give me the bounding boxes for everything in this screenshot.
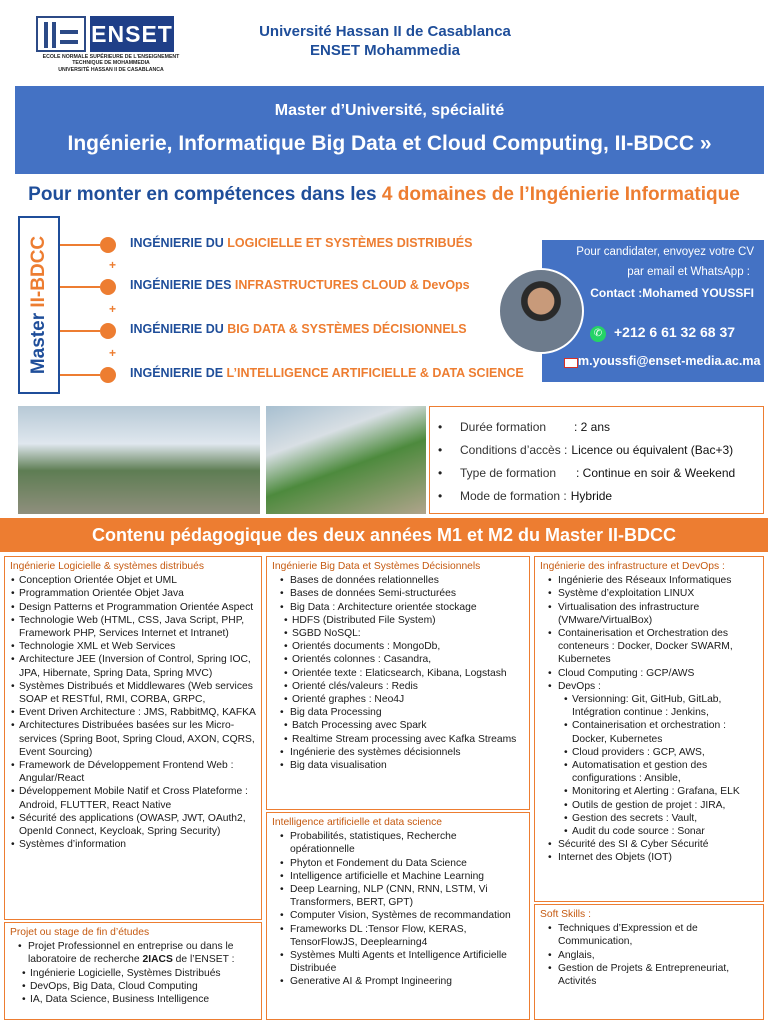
content-title: Contenu pédagogique des deux années M1 et M2 du Master II-BDCC: [0, 518, 768, 552]
list-item: • HDFS (Distributed File System): [272, 614, 524, 627]
bullet-dot-icon: [100, 279, 116, 295]
banner-subtitle: Master d’Université, spécialité: [274, 102, 505, 119]
software-engineering-box: [4, 556, 262, 920]
final-project-box: [4, 922, 262, 1020]
banner-title: Ingénierie, Informatique Big Data et Cloud Computing, II-BDCC »: [67, 132, 712, 155]
info-row: • Type de formation : Continue en soir & Weekend: [438, 465, 736, 480]
list-item: • Outils de gestion de projet : JIRA,: [540, 799, 758, 812]
list-item: • Design Patterns et Programmation Orientée Aspect: [10, 601, 256, 614]
domain-item: INGÉNIERIE DE L’INTELLIGENCE ARTIFICIELLE & DATA SCIENCE: [60, 364, 530, 386]
soft-skills-box: [534, 904, 764, 1020]
list-item: • Systèmes d’information: [10, 838, 256, 851]
list-item: • Phyton et Fondement du Data Science: [272, 857, 524, 870]
university-heading: [190, 22, 580, 60]
plus-sign: +: [109, 302, 117, 316]
big-data-box: [266, 556, 530, 810]
university-name: Université Hassan II de Casablanca: [259, 23, 511, 40]
list-item: • Big data visualisation: [272, 759, 524, 772]
list-item: • Bases de données Semi-structurées: [272, 587, 524, 600]
list-item: • Techniques d’Expression et de Communication,: [540, 922, 758, 948]
section-title: Ingénierie des infrastructure et DevOps :: [540, 561, 725, 572]
list-item: • Ingénierie Logicielle, Systèmes Distribués: [10, 967, 256, 980]
list-item: • Containerisation et Orchestration des conteneurs : Docker, Docker SWARM, Kubernetes: [540, 627, 758, 667]
tagline: Pour monter en compétences dans les 4 domaines de l’Ingénierie Informatique: [28, 184, 740, 205]
list-item: • Bases de données relationnelles: [272, 574, 524, 587]
side-master-title: Master II-BDCC: [28, 235, 49, 375]
master-banner: [15, 86, 764, 174]
ai-data-science-box: [266, 812, 530, 1020]
list-item: • Realtime Stream processing avec Kafka Streams: [272, 733, 524, 746]
list-item: • Deep Learning, NLP (CNN, RNN, LSTM, Vi Transformers, BERT, GPT): [272, 883, 524, 909]
list-item: • Systèmes Distribués et Middlewares (Web services SOAP et RESTful, RMI, CORBA, GRPC,: [10, 680, 256, 706]
list-item: • Gestion des secrets : Vault,: [540, 812, 758, 825]
domain-item: INGÉNIERIE DES INFRASTRUCTURES CLOUD & DevOps: [60, 276, 530, 298]
infrastructure-devops-box: [534, 556, 764, 902]
plus-sign: +: [109, 258, 117, 272]
contact-email[interactable]: m.youssfi@enset-media.ac.ma: [578, 354, 761, 368]
list-item: • Ingénierie des Réseaux Informatiques: [540, 574, 758, 587]
list-item: • Sécurité des SI & Cyber Sécurité: [540, 838, 758, 851]
list-item: • Big Data : Architecture orientée stockage: [272, 601, 524, 614]
info-row: • Conditions d’accès : Licence ou équivalent (Bac+3): [438, 442, 734, 457]
list-item: • Event Driven Architecture : JMS, RabbitMQ, KAFKA: [10, 706, 256, 719]
list-item: • Architectures Distribuées basées sur les Micro-services (Spring Boot, Spring Cloud, AXON, CQRS, Event Sourcing): [10, 719, 256, 759]
section-title: Ingénierie Big Data et Systèmes Décisionnels: [272, 561, 481, 572]
list-item: • Virtualisation des infrastructure (VMware/VirtualBox): [540, 601, 758, 627]
list-item: • Projet Professionnel en entreprise ou dans le laboratoire de recherche 2IACS de l’ENSET :: [10, 940, 256, 966]
campus-photo: [18, 406, 260, 514]
plus-sign: +: [109, 346, 117, 360]
list-item: • Technologie Web (HTML, CSS, Java Script, PHP, Framework PHP, Services Internet et Intranet): [10, 614, 256, 640]
school-name: ENSET Mohammedia: [309, 42, 461, 59]
list-item: • Big data Processing: [272, 706, 524, 719]
list-item: • Internet des Objets (IOT): [540, 851, 758, 864]
list-item: • Orientés documents : MongoDb,: [272, 640, 524, 653]
list-item: • Gestion de Projets & Entrepreneuriat, Activités: [540, 962, 758, 988]
list-item: • Probabilités, statistiques, Recherche opérationnelle: [272, 830, 524, 856]
list-item: • Sécurité des applications (OWASP, JWT, OAuth2, OpenId Connect, Keycloak, Spring Security): [10, 812, 256, 838]
section-title: Intelligence artificielle et data science: [272, 817, 442, 828]
email-icon: [564, 358, 578, 368]
list-item: • DevOps, Big Data, Cloud Computing: [10, 980, 256, 993]
bullet-dot-icon: [100, 323, 116, 339]
section-title: Ingénierie Logicielle & systèmes distribués: [10, 561, 205, 572]
avatar: [498, 268, 584, 354]
list-item: • Ingénierie des systèmes décisionnels: [272, 746, 524, 759]
domain-item: INGÉNIERIE DU LOGICIELLE ET SYSTÈMES DISTRIBUÉS: [60, 234, 530, 256]
list-item: • Anglais,: [540, 949, 758, 962]
list-item: • Orientés colonnes : Casandra,: [272, 653, 524, 666]
list-item: • Orienté graphes : Neo4J: [272, 693, 524, 706]
enset-logo-mark: [36, 16, 86, 52]
list-item: • Systèmes Multi Agents et Intelligence Artificielle Distribuée: [272, 949, 524, 975]
list-item: • Architecture JEE (Inversion of Control, Spring IOC, JPA, Hibernate, Spring Data, Spring MVC): [10, 653, 256, 679]
list-item: • Frameworks DL :Tensor Flow, KERAS, TensorFlowJS, Deeplearning4: [272, 923, 524, 949]
list-item: • Automatisation et gestion des configurations : Ansible,: [540, 759, 758, 785]
contact-name: Contact :Mohamed YOUSSFI: [590, 286, 754, 300]
info-row: • Durée formation : 2 ans: [438, 419, 611, 434]
list-item: • Orienté clés/valeurs : Redis: [272, 680, 524, 693]
list-item: • Batch Processing avec Spark: [272, 719, 524, 732]
list-item: • SGBD NoSQL:: [272, 627, 524, 640]
list-item: • Orientée texte : Elaticsearch, Kibana, Logstash: [272, 667, 524, 680]
contact-line-2: par email et WhatsApp :: [627, 266, 750, 278]
section-title: Soft Skills :: [540, 909, 591, 920]
list-item: • Audit du code source : Sonar: [540, 825, 758, 838]
whatsapp-icon: ✆: [590, 326, 606, 342]
list-item: • Framework de Développement Frontend Web : Angular/React: [10, 759, 256, 785]
bullet-dot-icon: [100, 237, 116, 253]
list-item: • Intelligence artificielle et Machine Learning: [272, 870, 524, 883]
list-item: • Generative AI & Prompt Ingineering: [272, 975, 524, 988]
list-item: • Containerisation et orchestration : Docker, Kubernetes: [540, 719, 758, 745]
list-item: • Technologie XML et Web Services: [10, 640, 256, 653]
enset-logo-subtitle: ECOLE NORMALE SUPÉRIEURE DE L'ENSEIGNEMENT TECHNIQUE DE MOHAMMEDIA UNIVERSITÉ HASSAN II DE CASABLANCA: [42, 54, 180, 73]
campus-photo: [266, 406, 426, 514]
enset-logo-text: ENSET: [90, 16, 174, 52]
contact-phone[interactable]: +212 6 61 32 68 37: [614, 324, 736, 340]
list-item: • IA, Data Science, Business Intelligence: [10, 993, 256, 1006]
list-item: • Computer Vision, Systèmes de recommandation: [272, 909, 524, 922]
domain-item: INGÉNIERIE DU BIG DATA & SYSTÈMES DÉCISIONNELS: [60, 320, 530, 342]
bullet-dot-icon: [100, 367, 116, 383]
list-item: • Monitoring et Alerting : Grafana, ELK: [540, 785, 758, 798]
section-title: Projet ou stage de fin d’études: [10, 927, 150, 938]
list-item: • Système d’exploitation LINUX: [540, 587, 758, 600]
list-item: • Conception Orientée Objet et UML: [10, 574, 256, 587]
program-info: [429, 406, 764, 514]
list-item: • DevOps :: [540, 680, 758, 693]
list-item: • Cloud Computing : GCP/AWS: [540, 667, 758, 680]
list-item: • Développement Mobile Natif et Cross Plateforme : Android, FLUTTER, React Native: [10, 785, 256, 811]
info-row: • Mode de formation : Hybride: [438, 488, 613, 503]
list-item: • Cloud providers : GCP, AWS,: [540, 746, 758, 759]
list-item: • Versionning: Git, GitHub, GitLab, Intégration continue : Jenkins,: [540, 693, 758, 719]
contact-line-1: Pour candidater, envoyez votre CV: [576, 246, 754, 258]
list-item: • Programmation Orientée Objet Java: [10, 587, 256, 600]
